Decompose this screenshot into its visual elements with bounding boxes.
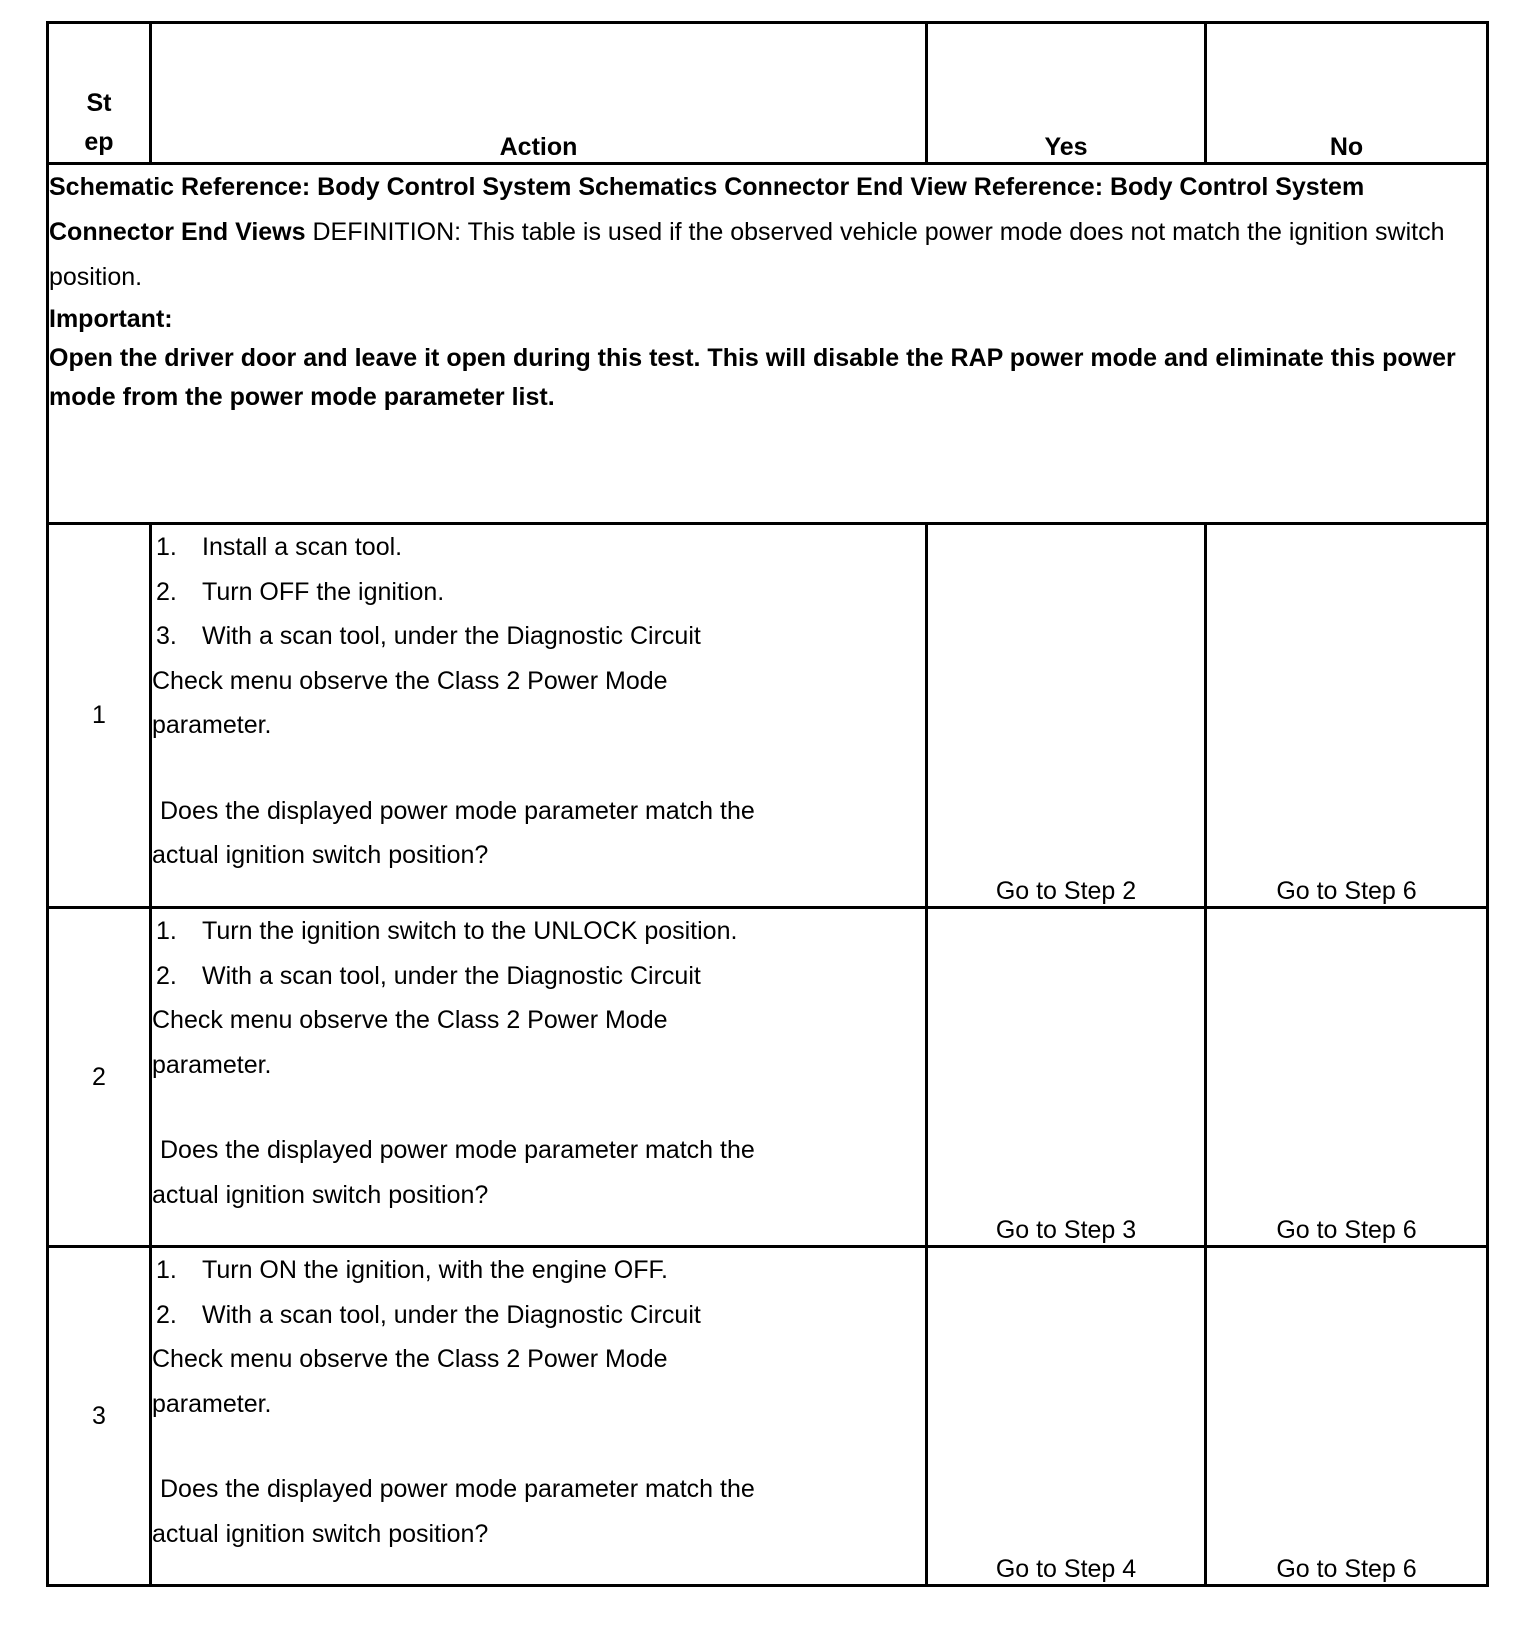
continuation-line: Check menu observe the Class 2 Power Mode — [152, 1006, 668, 1034]
question-line: actual ignition switch position? — [152, 841, 489, 869]
action-cell — [151, 1247, 927, 1586]
continuation-line: parameter. — [152, 1389, 272, 1418]
list-item: 3. With a scan tool, under the Diagnostic Circuit — [156, 622, 701, 650]
question-line: actual ignition switch position? — [152, 1519, 489, 1548]
table-row — [48, 1247, 1488, 1586]
yes-result: Go to Step 3 — [927, 908, 1206, 1247]
reference-label: Schematic Reference: Body Control System Schematics Connector End View Reference: Body Control System Connector End Views — [49, 173, 1365, 246]
header-step-line1: St — [86, 89, 112, 117]
question-line: actual ignition switch position? — [152, 1180, 489, 1209]
definition-text: DEFINITION: This table is used if the observed vehicle power mode does not match the ignition switch position. — [49, 218, 1445, 291]
header-no: No — [1206, 23, 1488, 164]
list-item: 1. Turn ON the ignition, with the engine OFF. — [156, 1256, 668, 1284]
step-number: 1 — [48, 524, 151, 908]
step-number: 3 — [48, 1247, 151, 1586]
important-label: Important: — [49, 305, 173, 333]
table-row — [48, 908, 1488, 1247]
header-yes: Yes — [927, 23, 1206, 164]
yes-result: Go to Step 4 — [927, 1247, 1206, 1586]
step-number: 2 — [48, 908, 151, 1247]
continuation-line: parameter. — [152, 711, 272, 739]
continuation-line: Check menu observe the Class 2 Power Mode — [152, 1345, 668, 1373]
header-step-line2: ep — [84, 128, 114, 156]
action-cell — [151, 524, 927, 908]
header-step — [48, 23, 151, 164]
question-line: Does the displayed power mode parameter match the — [160, 1136, 755, 1164]
table-row — [48, 524, 1488, 908]
list-item: 2. Turn OFF the ignition. — [156, 577, 445, 606]
important-text: Open the driver door and leave it open during this test. This will disable the RAP power mode and eliminate this power mode from the power mode parameter list. — [49, 344, 1456, 411]
diagnostic-table — [46, 21, 1489, 1587]
continuation-line: parameter. — [152, 1050, 272, 1079]
list-item: 1. Install a scan tool. — [156, 533, 403, 561]
list-item: 2. With a scan tool, under the Diagnostic Circuit — [156, 1300, 701, 1329]
schematic-reference — [49, 165, 1486, 300]
continuation-line: Check menu observe the Class 2 Power Mode — [152, 666, 668, 695]
no-result: Go to Step 6 — [1206, 524, 1488, 908]
no-result: Go to Step 6 — [1206, 908, 1488, 1247]
no-result: Go to Step 6 — [1206, 1247, 1488, 1586]
list-item: 1. Turn the ignition switch to the UNLOCK position. — [156, 917, 738, 945]
list-item: 2. With a scan tool, under the Diagnostic Circuit — [156, 961, 701, 990]
header-row — [48, 23, 1488, 164]
info-cell — [48, 164, 1488, 524]
action-cell — [151, 908, 927, 1247]
yes-result: Go to Step 2 — [927, 524, 1206, 908]
question-line: Does the displayed power mode parameter match the — [160, 1475, 755, 1503]
question-line: Does the displayed power mode parameter match the — [160, 796, 755, 825]
info-row — [48, 164, 1488, 524]
header-action: Action — [151, 23, 927, 164]
